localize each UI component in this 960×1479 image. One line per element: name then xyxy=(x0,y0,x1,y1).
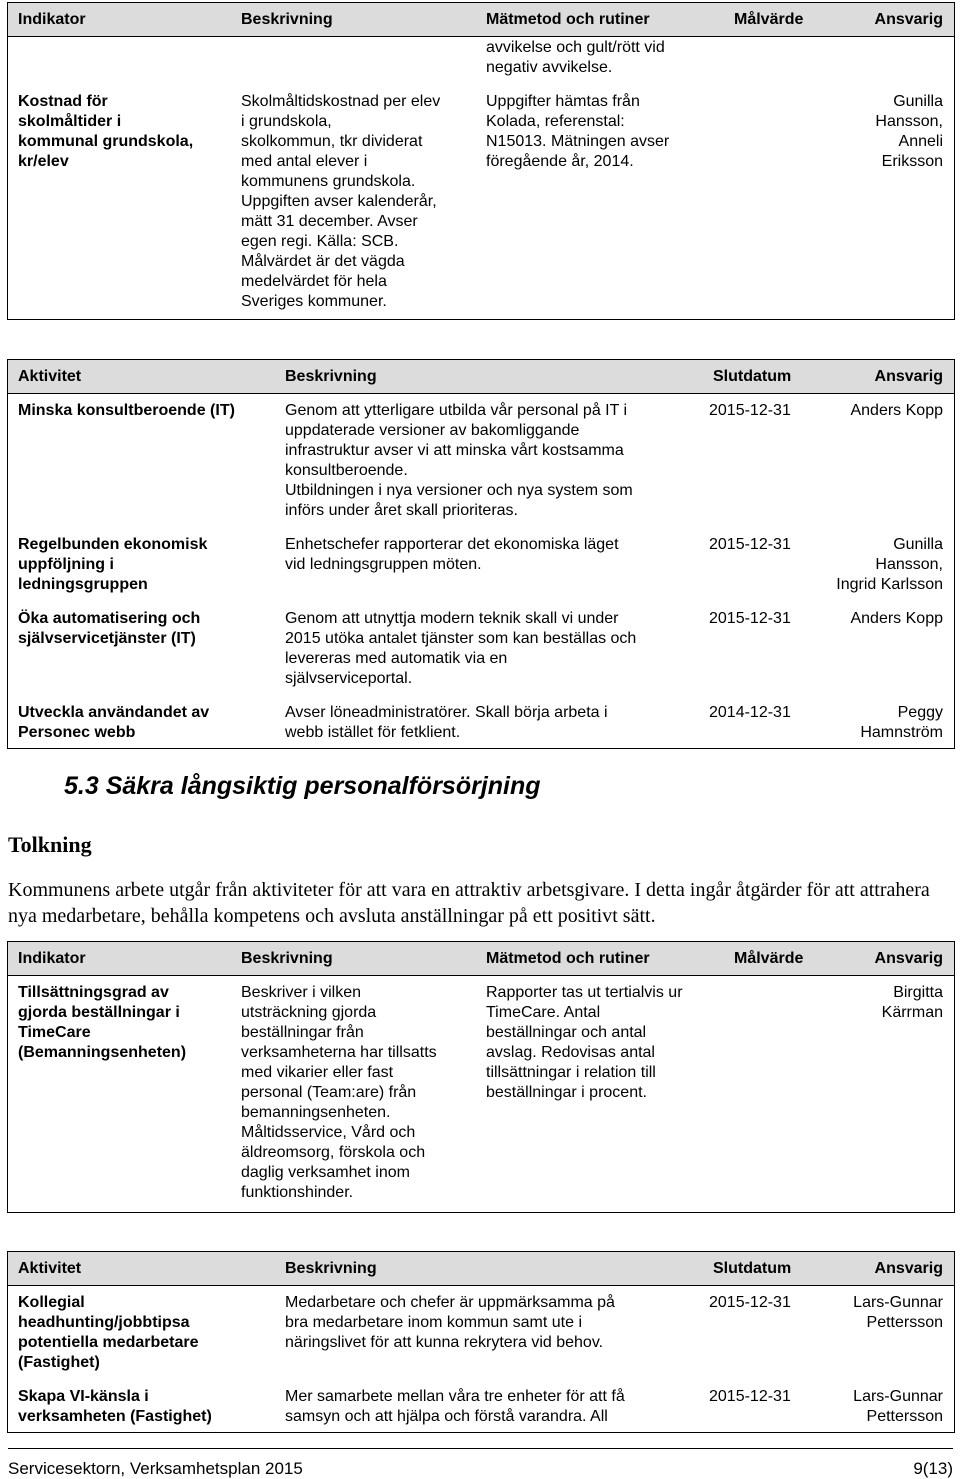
header-aktivitet: Aktivitet xyxy=(18,368,82,385)
header-matmetod: Mätmetod och rutiner xyxy=(486,950,650,967)
footer-title: Servicesektorn, Verksamhetsplan 2015 xyxy=(8,1459,303,1478)
row-beskrivning: Avser löneadministratörer. Skall börja arbeta i webb istället för fetklient. xyxy=(285,704,608,741)
row-ansvarig: Birgitta Kärrman xyxy=(881,984,943,1021)
row-ansvarig: Anders Kopp xyxy=(850,402,943,419)
row-aktivitet: Regelbunden ekonomisk uppföljning i ledningsgruppen xyxy=(18,536,208,593)
page-number: 9(13) xyxy=(913,1459,953,1478)
section-subheading: Tolkning xyxy=(8,832,92,857)
row-aktivitet: Utveckla användandet av Personec webb xyxy=(18,704,210,741)
section-paragraph: Kommunens arbete utgår från aktiviteter för att vara en attraktiv arbetsgivare. I detta ingår åtgärder för att attrahera nya medarbetare, behålla kompetens och avsluta anställningar på ett positivt sätt. xyxy=(8,879,930,927)
table-header xyxy=(8,360,954,394)
header-malvarde: Målvärde xyxy=(734,950,804,967)
indicator-table-2 xyxy=(7,941,955,1213)
row-ansvarig: Lars-Gunnar Pettersson xyxy=(853,1388,943,1425)
section-heading: 5.3 Säkra långsiktig personalförsörjning xyxy=(64,772,541,800)
header-ansvarig: Ansvarig xyxy=(874,1260,943,1277)
row-ansvarig: Anders Kopp xyxy=(850,610,943,627)
row-ansvarig: Peggy Hamnström xyxy=(860,704,943,741)
row-indikator: Kostnad för skolmåltider i kommunal grundskola, kr/elev xyxy=(18,93,194,170)
row-beskrivning: Medarbetare och chefer är uppmärksamma på bra medarbetare inom kommun samt ute i näringslivet för att kunna rekrytera vid behov. xyxy=(285,1294,615,1351)
row-aktivitet: Skapa VI-känsla i verksamheten (Fastighet) xyxy=(18,1388,212,1425)
activity-table-2 xyxy=(7,1251,955,1433)
row-beskrivning: Enhetschefer rapporterar det ekonomiska läget vid ledningsgruppen möten. xyxy=(285,536,619,573)
table-header xyxy=(8,1252,954,1286)
carryover-method-text: avvikelse och gult/rött vid negativ avvikelse. xyxy=(486,39,665,76)
row-slutdatum: 2015-12-31 xyxy=(709,402,791,419)
header-slutdatum: Slutdatum xyxy=(713,1260,792,1277)
row-matmetod: Uppgifter hämtas från Kolada, referenstal: N15013. Mätningen avser föregående år, 2014. xyxy=(486,93,670,170)
header-matmetod: Mätmetod och rutiner xyxy=(486,11,650,28)
row-beskrivning: Skolmåltidskostnad per elev i grundskola, skolkommun, tkr dividerat med antal elever i kommunens grundskola. Uppgiften avser kalenderår, mätt 31 december. Avser egen regi. Källa: SCB. Målvärdet är det vägda medelvärdet för hela Sveriges kommuner. xyxy=(241,93,441,310)
header-indikator: Indikator xyxy=(18,950,86,967)
activity-table-1 xyxy=(7,359,955,749)
row-beskrivning: Genom att ytterligare utbilda vår personal på IT i uppdaterade versioner av bakomliggande infrastruktur avser vi att minska vårt kostsamma konsultberoende. Utbildningen i nya versioner och nya system som införs under året skall prioriteras. xyxy=(285,402,633,519)
header-beskrivning: Beskrivning xyxy=(285,368,377,385)
row-slutdatum: 2015-12-31 xyxy=(709,1388,791,1405)
header-beskrivning: Beskrivning xyxy=(241,11,333,28)
row-beskrivning: Genom att utnyttja modern teknik skall vi under 2015 utöka antalet tjänster som kan beställas och levereras med automatik via en självserviceportal. xyxy=(285,610,637,687)
row-beskrivning: Beskriver i vilken utsträckning gjorda beställningar från verksamheterna har tillsatts med vikarier eller fast personal (Team:are) från bemanningsenheten. Måltidsservice, Vård och äldreomsorg, förskola och daglig verksamhet inom funktionshinder. xyxy=(241,984,437,1201)
row-aktivitet: Öka automatisering och självservicetjänster (IT) xyxy=(18,610,201,647)
indicator-table-1 xyxy=(7,2,955,320)
row-aktivitet: Minska konsultberoende (IT) xyxy=(18,402,235,419)
row-beskrivning: Mer samarbete mellan våra tre enheter för att få samsyn och att hjälpa och förstå varandra. All xyxy=(285,1388,625,1425)
row-slutdatum: 2015-12-31 xyxy=(709,1294,791,1311)
row-matmetod: Rapporter tas ut tertialvis ur TimeCare. Antal beställningar och antal avslag. Redovisas antal tillsättningar i relation till beställningar i procent. xyxy=(486,984,683,1101)
table-header xyxy=(8,942,954,976)
header-ansvarig: Ansvarig xyxy=(874,950,943,967)
row-aktivitet: Kollegial headhunting/jobbtipsa potentiella medarbetare (Fastighet) xyxy=(18,1294,199,1371)
header-ansvarig: Ansvarig xyxy=(874,11,943,28)
row-slutdatum: 2015-12-31 xyxy=(709,536,791,553)
row-indikator: Tillsättningsgrad av gjorda beställningar i TimeCare (Bemanningsenheten) xyxy=(18,984,187,1061)
page-footer xyxy=(8,1448,953,1478)
row-ansvarig: Gunilla Hansson, Ingrid Karlsson xyxy=(836,536,943,593)
header-ansvarig: Ansvarig xyxy=(874,368,943,385)
header-beskrivning: Beskrivning xyxy=(285,1260,377,1277)
header-aktivitet: Aktivitet xyxy=(18,1260,82,1277)
row-slutdatum: 2015-12-31 xyxy=(709,610,791,627)
header-indikator: Indikator xyxy=(18,11,86,28)
row-ansvarig: Gunilla Hansson, Anneli Eriksson xyxy=(875,93,943,170)
table-header xyxy=(8,3,954,37)
row-slutdatum: 2014-12-31 xyxy=(709,704,791,721)
header-beskrivning: Beskrivning xyxy=(241,950,333,967)
header-malvarde: Målvärde xyxy=(734,11,804,28)
header-slutdatum: Slutdatum xyxy=(713,368,792,385)
row-ansvarig: Lars-Gunnar Pettersson xyxy=(853,1294,943,1331)
